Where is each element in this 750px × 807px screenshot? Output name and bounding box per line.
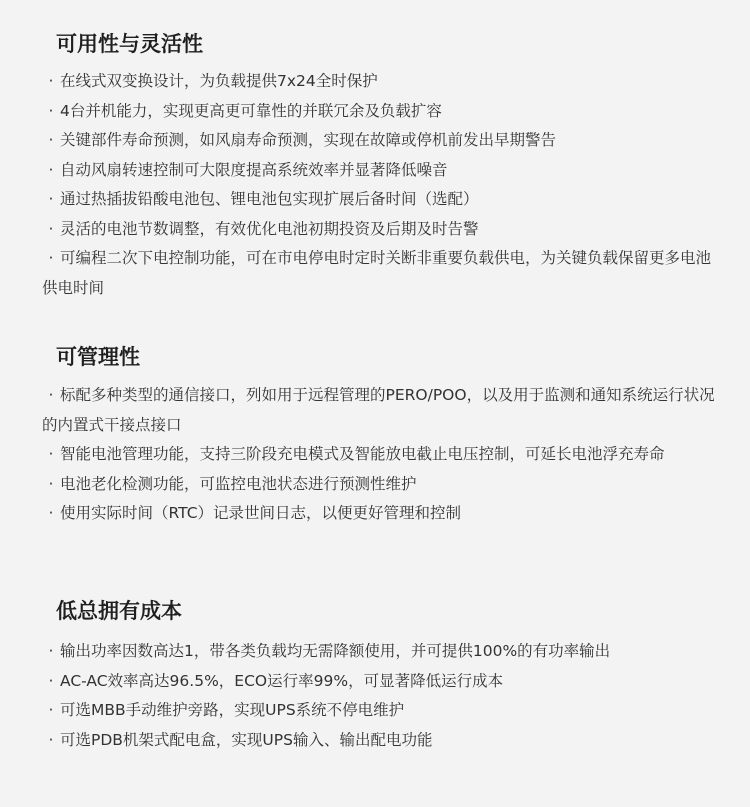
list-item-text: 可选PDB机架式配电盒，实现UPS输入、输出配电功能	[60, 730, 433, 749]
bullet-icon: ·	[48, 160, 54, 179]
list-item-text: 灵活的电池节数调整，有效优化电池初期投资及后期及时告警	[60, 219, 479, 238]
feature-list	[42, 67, 720, 303]
list-item-text: 通过热插拔铅酸电池包、锂电池包实现扩展后备时间（选配）	[60, 190, 479, 208]
bullet-icon: ·	[48, 445, 54, 463]
bullet-icon: ·	[48, 642, 54, 660]
list-item	[42, 215, 720, 245]
list-item-text: 智能电池管理功能，支持三阶段充电模式及智能放电截止电压控制，可延长电池浮充寿命	[60, 445, 665, 463]
list-item	[42, 97, 720, 127]
list-item-text: 4台并机能力，实现更高更可靠性的并联冗余及负载扩容	[60, 101, 442, 120]
bullet-icon: ·	[48, 386, 54, 404]
list-item-text: 电池老化检测功能，可监控电池状态进行预测性维护	[60, 474, 417, 493]
bullet-icon: ·	[48, 730, 54, 749]
section-title: 可管理性	[56, 345, 140, 369]
bullet-icon: ·	[48, 101, 54, 120]
list-item	[42, 126, 720, 156]
list-item	[42, 470, 720, 500]
list-item	[42, 244, 720, 303]
list-item-text: 使用实际时间（RTC）记录世间日志，以便更好管理和控制	[60, 504, 462, 522]
bullet-icon: ·	[48, 504, 54, 522]
list-item	[42, 499, 720, 529]
list-item-text: AC-AC效率高达96.5%，ECO运行率99%，可显著降低运行成本	[60, 671, 504, 690]
bullet-icon: ·	[48, 474, 54, 493]
list-item-text: 标配多种类型的通信接口，列如用于远程管理的PERO/POO，以及用于监测和通知系统运行状况的内置式干接点接口	[42, 386, 715, 434]
list-item	[42, 67, 720, 97]
feature-list	[42, 637, 720, 755]
list-item-text: 可编程二次下电控制功能，可在市电停电时定时关断非重要负载供电，为关键负载保留更多电池供电时间	[42, 249, 712, 297]
list-item	[42, 185, 720, 215]
list-item	[42, 726, 720, 756]
list-item	[42, 381, 720, 440]
list-item-text: 输出功率因数高达1，带各类负载均无需降额使用，并可提供100%的有功率输出	[60, 642, 611, 660]
section-title: 可用性与灵活性	[56, 32, 203, 56]
feature-list	[42, 381, 720, 529]
list-item	[42, 637, 720, 667]
bullet-icon: ·	[48, 249, 54, 267]
bullet-icon: ·	[48, 131, 54, 149]
bullet-icon: ·	[48, 701, 54, 719]
list-item	[42, 696, 720, 726]
list-item	[42, 156, 720, 186]
section-title: 低总拥有成本	[56, 599, 182, 623]
bullet-icon: ·	[48, 219, 54, 238]
bullet-icon: ·	[48, 72, 54, 90]
bullet-icon: ·	[48, 671, 54, 690]
list-item	[42, 667, 720, 697]
list-item	[42, 440, 720, 470]
list-item-text: 自动风扇转速控制可大限度提高系统效率并显著降低噪音	[60, 160, 448, 179]
list-item-text: 可选MBB手动维护旁路，实现UPS系统不停电维护	[60, 701, 405, 719]
list-item-text: 关键部件寿命预测，如风扇寿命预测，实现在故障或停机前发出早期警告	[60, 131, 557, 149]
list-item-text: 在线式双变换设计，为负载提供7x24全时保护	[60, 72, 378, 90]
bullet-icon: ·	[48, 190, 54, 208]
